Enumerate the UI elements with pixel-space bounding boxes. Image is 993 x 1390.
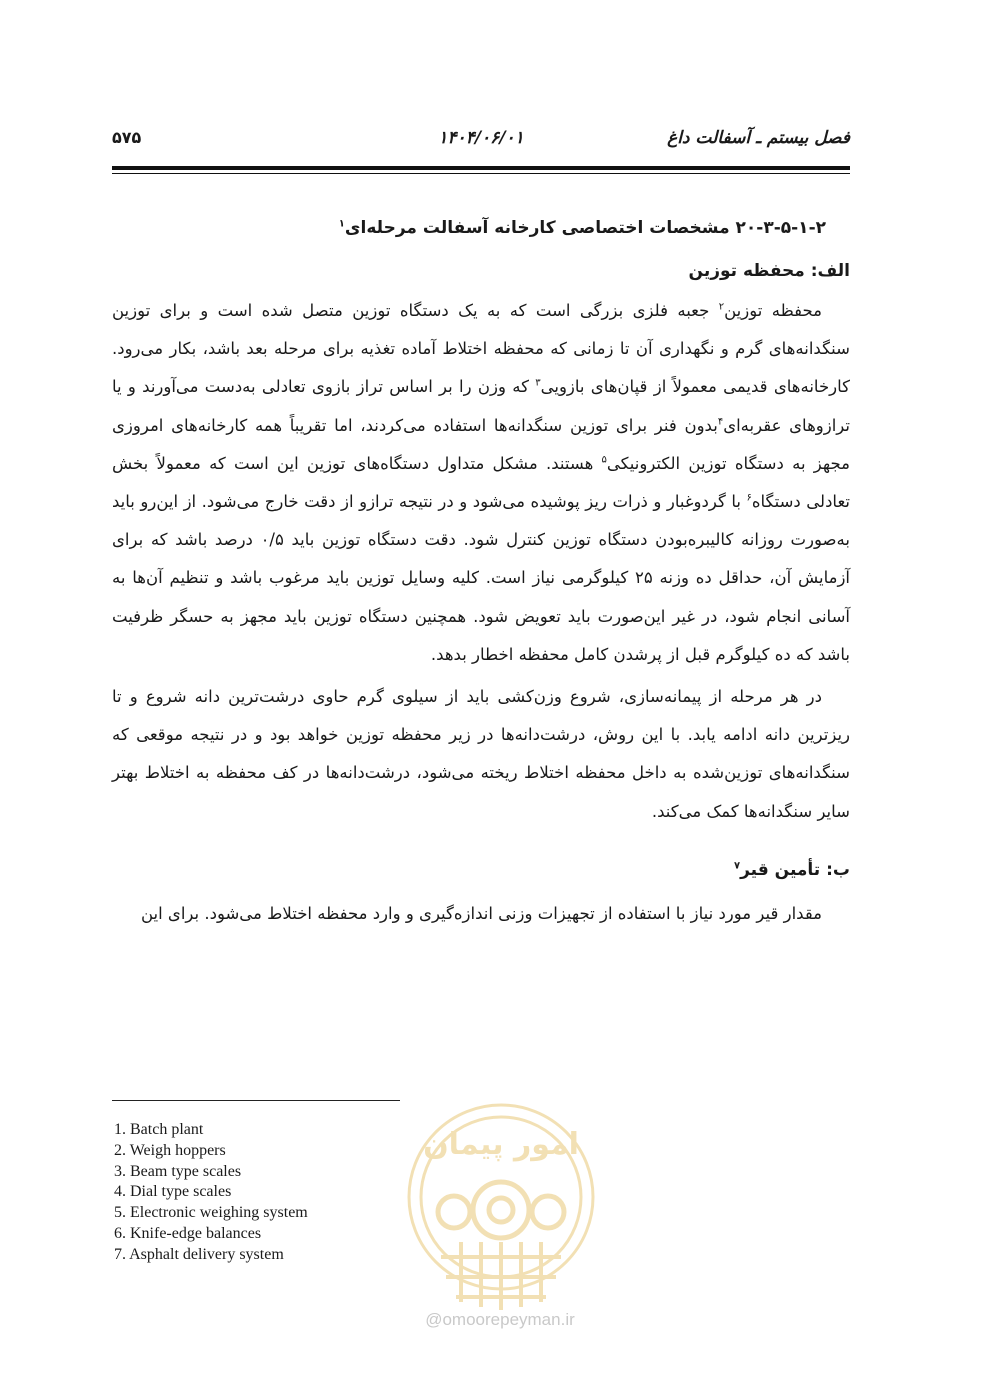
watermark-logo-text: امور پیمان <box>423 1127 579 1162</box>
section-heading <box>112 206 826 250</box>
subheading-asphalt-supply: ب: تأمین قیر$^۷$ <box>733 859 850 880</box>
subheading-weigh-hopper: الف: محفظه توزین <box>688 261 850 281</box>
footnote-item: 2. Weigh hoppers <box>114 1141 226 1159</box>
footnote-ref[interactable]: ۲ <box>718 301 725 313</box>
watermark-logo <box>386 1092 616 1342</box>
footnote-ref[interactable]: ۷ <box>733 860 741 872</box>
footnote-item: 4. Dial type scales <box>114 1183 232 1201</box>
footnote-item: 5. Electronic weighing system <box>114 1204 308 1222</box>
header-date: ۱۴۰۴/۰۶/۰۱ <box>438 128 524 148</box>
footnote-item: 3. Beam type scales <box>114 1162 242 1180</box>
footnote-ref[interactable]: ۵ <box>601 454 607 466</box>
header-rule-thick <box>112 166 850 170</box>
paragraph-batching-order: در هر مرحله از پیمانه‌سازی، شروع وزن‌کشی باید از سیلوی گرم حاوی درشت‌ترین دانه شروع و تا ریزترین دانه ادامه یابد. با این روش، درشت‌دانه‌ها در زیر محفظه توزین خواهد بود و در نتیجه موقعی که سنگدانه‌های توزین‌شده به داخل محفظه اختلاط ریخته می‌شود، درشت‌دانه‌ها در کف محفظه به اختلاط بهتر سایر سنگدانه‌ها کمک می‌کند. <box>112 687 850 821</box>
footnote-ref[interactable]: ۶ <box>746 492 752 504</box>
running-header <box>112 128 850 150</box>
header-rule-thin <box>112 173 850 174</box>
footnote-ref[interactable]: ۳ <box>535 377 541 389</box>
section-number: ۲۰-۳-۵-۱-۲ <box>735 218 826 238</box>
chapter-title: فصل بیستم ـ آسفالت داغ <box>667 128 850 148</box>
paragraph-asphalt-supply: مقدار قیر مورد نیاز با استفاده از تجهیزات وزنی اندازه‌گیری و وارد محفظه اختلاط می‌شود. برای این <box>140 903 822 923</box>
footnote-ref[interactable]: ۱ <box>338 218 345 230</box>
page-body <box>112 206 850 933</box>
footnote-separator <box>112 1100 400 1101</box>
page-number: ۵۷۵ <box>112 128 142 147</box>
footnote-item: 6. Knife-edge balances <box>114 1224 262 1242</box>
footnote-item: 1. Batch plant <box>114 1121 204 1138</box>
watermark-url: @omoorepeyman.ir <box>425 1310 575 1329</box>
footnote-ref[interactable]: ۴ <box>717 416 724 428</box>
footnote-item: 7. Asphalt delivery system <box>114 1245 284 1263</box>
section-title: مشخصات اختصاصی کارخانه آسفالت مرحله‌ای <box>344 218 730 238</box>
paragraph-weigh-hopper: محفظه توزین$^۲$ جعبه فلزی بزرگی است که به یک دستگاه توزین متصل شده است و برای توزین سنگدانه‌های گرم و نگهداری آن تا زمانی که محفظه اختلاط آماده تغذیه برای مرحله بعد باشد، بکار می‌رود. کارخانه‌های قدیمی معمولاً از قپان‌های بازویی$^۳$ که وزن را بر اساس تراز بازوی تعادلی به‌دست می‌آورند و یا ترازوهای عقربه‌ای$^۴$بدون فنر برای توزین سنگدانه‌ها استفاده می‌کردند، اما تقریباً همه کارخانه‌های امروزی مجهز به دستگاه توزین الکترونیکی$^۵$ هستند. مشکل متداول دستگاه‌های توزین این است که معمولاً بخش تعادلی دستگاه$^۶$ با گردوغبار و ذرات ریز پوشیده می‌شود و در نتیجه ترازو از دقت خارج می‌شود. از این‌رو باید به‌صورت روزانه کالیبره‌بودن دستگاه توزین کنترل شود. دقت دستگاه توزین باید ۰/۵ درصد باشد که برای آزمایش آن، حداقل ده وزنه ۲۵ کیلوگرمی نیاز است. کلیه وسایل توزین باید مرغوب باشد و تنظیم آن‌ها به آسانی انجام شود، در غیر این‌صورت باید تعویض شود. همچنین دستگاه توزین باید مجهز به حسگر ظرفیت باشد که ده کیلوگرم قبل از پرشدن کامل محفظه اخطار بدهد. <box>112 301 851 664</box>
